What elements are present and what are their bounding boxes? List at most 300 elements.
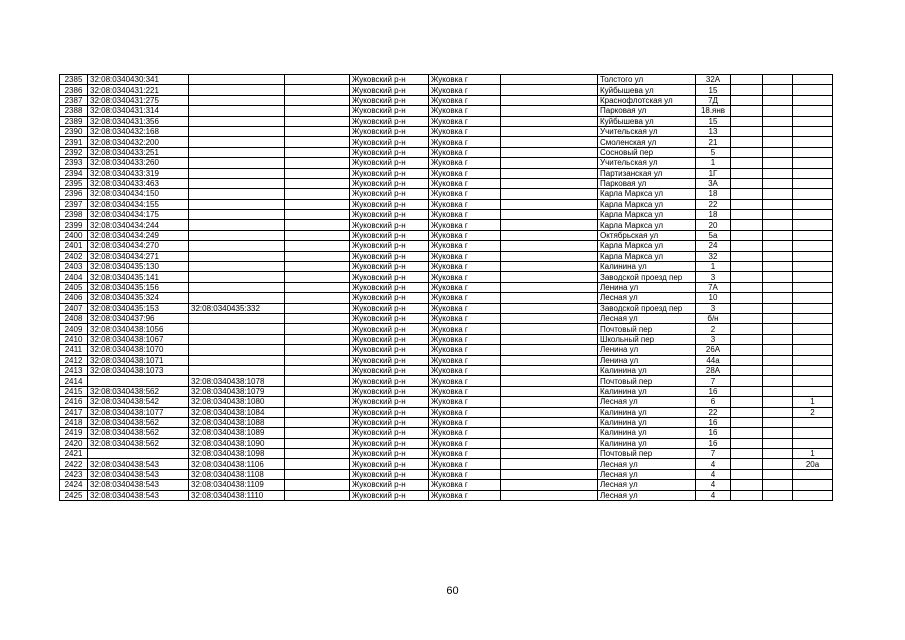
cell-row-number: 2412 [60,355,88,365]
cell-linked-cadastral-number [189,293,285,303]
cell-empty-col-11 [763,168,793,178]
cell-empty-col-10 [731,386,763,396]
cell-row-number: 2406 [60,293,88,303]
cell-empty-col-11 [763,199,793,209]
cell-extra [793,313,833,323]
cell-street: Карла Маркса ул [598,251,696,261]
cell-empty-col-11 [763,293,793,303]
cell-empty-col-11 [763,324,793,334]
cell-empty-col-4 [285,282,350,292]
cell-empty-col-4 [285,469,350,479]
cell-empty-col-7 [501,106,598,116]
cell-empty-col-10 [731,417,763,427]
cell-empty-col-7 [501,324,598,334]
cell-extra: 2 [793,407,833,417]
cell-empty-col-11 [763,95,793,105]
cell-empty-col-10 [731,220,763,230]
cell-settlement: Жуковка г [429,324,501,334]
cell-extra [793,116,833,126]
cell-cadastral-number: 32:08:0340435:153 [88,303,189,313]
cell-settlement: Жуковка г [429,345,501,355]
cell-street: Парковая ул [598,106,696,116]
cell-empty-col-4 [285,365,350,375]
cell-cadastral-number: 32:08:0340438:543 [88,490,189,500]
cell-street: Лесная ул [598,313,696,323]
cell-district: Жуковский р-н [350,126,429,136]
cell-house-number: 7А [696,282,731,292]
cell-linked-cadastral-number [189,241,285,251]
cell-row-number: 2411 [60,345,88,355]
cell-extra [793,345,833,355]
cell-empty-col-7 [501,282,598,292]
cell-row-number: 2423 [60,469,88,479]
cell-empty-col-11 [763,106,793,116]
cell-street: Почтовый пер [598,324,696,334]
cell-linked-cadastral-number: 32:08:0340438:1090 [189,438,285,448]
cell-cadastral-number: 32:08:0340433:463 [88,178,189,188]
cell-street: Краснофлотская ул [598,95,696,105]
cell-district: Жуковский р-н [350,293,429,303]
cell-empty-col-10 [731,137,763,147]
cell-district: Жуковский р-н [350,449,429,459]
cell-empty-col-7 [501,355,598,365]
cell-extra [793,324,833,334]
cell-empty-col-7 [501,407,598,417]
cell-district: Жуковский р-н [350,147,429,157]
cell-empty-col-10 [731,334,763,344]
cell-empty-col-10 [731,116,763,126]
cell-empty-col-7 [501,438,598,448]
cell-empty-col-10 [731,365,763,375]
cell-street: Октябрьская ул [598,230,696,240]
table-row [60,210,833,220]
cell-linked-cadastral-number: 32:08:0340438:1110 [189,490,285,500]
cell-linked-cadastral-number: 32:08:0340438:1106 [189,459,285,469]
cell-empty-col-10 [731,355,763,365]
cell-settlement: Жуковка г [429,158,501,168]
cell-empty-col-4 [285,345,350,355]
cell-empty-col-11 [763,85,793,95]
table-row [60,407,833,417]
cell-cadastral-number: 32:08:0340438:562 [88,438,189,448]
cell-district: Жуковский р-н [350,480,429,490]
table-row [60,428,833,438]
cell-house-number: 5 [696,147,731,157]
cell-cadastral-number: 32:08:0340438:543 [88,480,189,490]
cell-district: Жуковский р-н [350,282,429,292]
cell-empty-col-11 [763,272,793,282]
page-number: 60 [446,585,459,597]
cell-district: Жуковский р-н [350,178,429,188]
cell-settlement: Жуковка г [429,262,501,272]
cell-district: Жуковский р-н [350,116,429,126]
cell-house-number: 15 [696,116,731,126]
cell-settlement: Жуковка г [429,438,501,448]
table-row [60,147,833,157]
cell-street: Карла Маркса ул [598,220,696,230]
cell-empty-col-7 [501,220,598,230]
cell-empty-col-7 [501,199,598,209]
cell-district: Жуковский р-н [350,272,429,282]
cell-extra [793,293,833,303]
cell-empty-col-7 [501,397,598,407]
cell-empty-col-10 [731,345,763,355]
table-body [60,75,833,501]
table-row [60,459,833,469]
cell-cadastral-number: 32:08:0340438:1071 [88,355,189,365]
cell-district: Жуковский р-н [350,137,429,147]
cell-empty-col-11 [763,345,793,355]
cell-linked-cadastral-number [189,116,285,126]
cell-street: Ленина ул [598,345,696,355]
table-row [60,168,833,178]
cell-street: Заводской проезд пер [598,303,696,313]
cell-row-number: 2400 [60,230,88,240]
cell-extra [793,480,833,490]
cell-row-number: 2414 [60,376,88,386]
cell-cadastral-number [88,376,189,386]
cell-linked-cadastral-number [189,85,285,95]
cell-linked-cadastral-number [189,199,285,209]
cell-cadastral-number: 32:08:0340434:175 [88,210,189,220]
cell-linked-cadastral-number [189,313,285,323]
cell-extra [793,85,833,95]
cell-settlement: Жуковка г [429,417,501,427]
cell-empty-col-4 [285,386,350,396]
cell-extra [793,199,833,209]
cell-empty-col-11 [763,365,793,375]
cell-empty-col-4 [285,168,350,178]
cell-empty-col-10 [731,313,763,323]
cell-empty-col-7 [501,365,598,375]
cell-empty-col-10 [731,438,763,448]
cell-extra: 1 [793,449,833,459]
cell-street: Партизанская ул [598,168,696,178]
cell-house-number: 7 [696,449,731,459]
table-row [60,480,833,490]
cell-extra [793,106,833,116]
cell-settlement: Жуковка г [429,116,501,126]
cell-district: Жуковский р-н [350,324,429,334]
cell-cadastral-number: 32:08:0340433:260 [88,158,189,168]
cell-cadastral-number: 32:08:0340430:341 [88,75,189,85]
cell-empty-col-11 [763,334,793,344]
cell-settlement: Жуковка г [429,230,501,240]
cell-empty-col-7 [501,95,598,105]
cell-empty-col-7 [501,158,598,168]
cell-street: Карла Маркса ул [598,241,696,251]
cell-district: Жуковский р-н [350,417,429,427]
cell-street: Лесная ул [598,293,696,303]
cell-empty-col-4 [285,116,350,126]
cell-empty-col-4 [285,376,350,386]
cell-empty-col-11 [763,262,793,272]
cell-linked-cadastral-number [189,75,285,85]
cell-house-number: 4 [696,490,731,500]
cell-settlement: Жуковка г [429,106,501,116]
cell-street: Лесная ул [598,490,696,500]
cell-district: Жуковский р-н [350,355,429,365]
cell-row-number: 2393 [60,158,88,168]
cell-empty-col-7 [501,116,598,126]
cell-row-number: 2388 [60,106,88,116]
cell-street: Почтовый пер [598,449,696,459]
cell-extra: 1 [793,397,833,407]
table-row [60,449,833,459]
cell-empty-col-11 [763,428,793,438]
cell-house-number: б/н [696,313,731,323]
cell-district: Жуковский р-н [350,85,429,95]
cell-settlement: Жуковка г [429,241,501,251]
table-row [60,469,833,479]
cell-house-number: 16 [696,386,731,396]
cell-empty-col-10 [731,178,763,188]
cell-extra [793,262,833,272]
cell-empty-col-11 [763,220,793,230]
cell-row-number: 2391 [60,137,88,147]
table-row [60,230,833,240]
cell-row-number: 2387 [60,95,88,105]
cell-extra [793,241,833,251]
cell-empty-col-11 [763,241,793,251]
cell-empty-col-11 [763,386,793,396]
cell-empty-col-10 [731,85,763,95]
cell-empty-col-4 [285,158,350,168]
cell-cadastral-number: 32:08:0340434:150 [88,189,189,199]
cell-empty-col-11 [763,178,793,188]
cell-cadastral-number: 32:08:0340434:271 [88,251,189,261]
cell-empty-col-10 [731,189,763,199]
cell-empty-col-4 [285,438,350,448]
cell-settlement: Жуковка г [429,490,501,500]
cell-empty-col-4 [285,449,350,459]
cell-house-number: 3 [696,334,731,344]
table-row [60,95,833,105]
cell-row-number: 2422 [60,459,88,469]
cell-extra [793,272,833,282]
cell-house-number: 1 [696,262,731,272]
cell-extra [793,251,833,261]
cell-district: Жуковский р-н [350,490,429,500]
cell-street: Смоленская ул [598,137,696,147]
table-row [60,334,833,344]
table-row [60,126,833,136]
cell-empty-col-11 [763,449,793,459]
cell-empty-col-11 [763,147,793,157]
cell-house-number: 2 [696,324,731,334]
cell-row-number: 2403 [60,262,88,272]
cell-empty-col-4 [285,334,350,344]
cell-settlement: Жуковка г [429,407,501,417]
cell-empty-col-7 [501,147,598,157]
cell-street: Лесная ул [598,469,696,479]
cell-settlement: Жуковка г [429,480,501,490]
cell-settlement: Жуковка г [429,397,501,407]
cell-empty-col-11 [763,75,793,85]
cell-settlement: Жуковка г [429,428,501,438]
cell-row-number: 2399 [60,220,88,230]
cell-house-number: 44а [696,355,731,365]
cell-empty-col-4 [285,230,350,240]
cell-empty-col-10 [731,293,763,303]
cell-empty-col-4 [285,262,350,272]
cell-district: Жуковский р-н [350,469,429,479]
cell-empty-col-11 [763,251,793,261]
cell-row-number: 2409 [60,324,88,334]
cell-house-number: 18.янв [696,106,731,116]
cell-street: Парковая ул [598,178,696,188]
cell-linked-cadastral-number: 32:08:0340438:1084 [189,407,285,417]
cell-empty-col-4 [285,459,350,469]
cell-empty-col-11 [763,469,793,479]
cell-cadastral-number: 32:08:0340435:324 [88,293,189,303]
cell-empty-col-4 [285,75,350,85]
cell-empty-col-10 [731,75,763,85]
cell-linked-cadastral-number [189,189,285,199]
cell-extra [793,355,833,365]
cell-linked-cadastral-number [189,355,285,365]
cell-district: Жуковский р-н [350,251,429,261]
cell-empty-col-7 [501,334,598,344]
cell-settlement: Жуковка г [429,178,501,188]
cell-empty-col-7 [501,376,598,386]
cell-extra: 20а [793,459,833,469]
cell-empty-col-7 [501,251,598,261]
address-registry-table [59,74,833,501]
cell-empty-col-7 [501,480,598,490]
cell-empty-col-4 [285,178,350,188]
cell-linked-cadastral-number: 32:08:0340438:1088 [189,417,285,427]
cell-cadastral-number: 32:08:0340434:270 [88,241,189,251]
cell-empty-col-7 [501,417,598,427]
cell-empty-col-10 [731,168,763,178]
cell-cadastral-number: 32:08:0340434:155 [88,199,189,209]
cell-empty-col-4 [285,126,350,136]
cell-street: Калинина ул [598,428,696,438]
cell-extra [793,137,833,147]
table-row [60,272,833,282]
cell-district: Жуковский р-н [350,230,429,240]
cell-empty-col-10 [731,449,763,459]
cell-empty-col-10 [731,459,763,469]
cell-cadastral-number: 32:08:0340438:543 [88,459,189,469]
cell-district: Жуковский р-н [350,220,429,230]
cell-row-number: 2404 [60,272,88,282]
cell-empty-col-7 [501,126,598,136]
table-row [60,106,833,116]
cell-empty-col-11 [763,158,793,168]
cell-street: Карла Маркса ул [598,189,696,199]
cell-settlement: Жуковка г [429,272,501,282]
cell-house-number: 5а [696,230,731,240]
cell-row-number: 2419 [60,428,88,438]
cell-empty-col-7 [501,189,598,199]
cell-empty-col-7 [501,490,598,500]
cell-linked-cadastral-number: 32:08:0340438:1108 [189,469,285,479]
cell-house-number: 22 [696,407,731,417]
cell-linked-cadastral-number [189,210,285,220]
cell-linked-cadastral-number [189,178,285,188]
cell-house-number: 32А [696,75,731,85]
cell-extra [793,282,833,292]
cell-district: Жуковский р-н [350,386,429,396]
cell-house-number: 4 [696,469,731,479]
cell-empty-col-11 [763,282,793,292]
cell-empty-col-11 [763,313,793,323]
cell-empty-col-11 [763,355,793,365]
cell-empty-col-10 [731,469,763,479]
cell-house-number: 26А [696,345,731,355]
cell-empty-col-11 [763,189,793,199]
cell-street: Учительская ул [598,158,696,168]
cell-empty-col-4 [285,407,350,417]
cell-cadastral-number: 32:08:0340438:1070 [88,345,189,355]
cell-row-number: 2389 [60,116,88,126]
cell-extra [793,230,833,240]
cell-empty-col-10 [731,397,763,407]
cell-linked-cadastral-number [189,334,285,344]
cell-settlement: Жуковка г [429,334,501,344]
cell-cadastral-number: 32:08:0340431:275 [88,95,189,105]
cell-district: Жуковский р-н [350,407,429,417]
cell-district: Жуковский р-н [350,199,429,209]
cell-empty-col-7 [501,75,598,85]
cell-house-number: 3 [696,272,731,282]
cell-linked-cadastral-number [189,158,285,168]
cell-street: Карла Маркса ул [598,199,696,209]
cell-row-number: 2401 [60,241,88,251]
cell-empty-col-4 [285,480,350,490]
cell-extra [793,158,833,168]
cell-settlement: Жуковка г [429,137,501,147]
cell-district: Жуковский р-н [350,241,429,251]
cell-empty-col-4 [285,189,350,199]
cell-cadastral-number: 32:08:0340433:319 [88,168,189,178]
cell-empty-col-7 [501,459,598,469]
cell-settlement: Жуковка г [429,303,501,313]
cell-house-number: 6 [696,397,731,407]
cell-empty-col-11 [763,116,793,126]
cell-empty-col-4 [285,95,350,105]
cell-row-number: 2415 [60,386,88,396]
table-row [60,386,833,396]
cell-empty-col-7 [501,230,598,240]
cell-empty-col-4 [285,137,350,147]
cell-linked-cadastral-number [189,126,285,136]
cell-settlement: Жуковка г [429,449,501,459]
cell-row-number: 2395 [60,178,88,188]
cell-street: Калинина ул [598,262,696,272]
cell-empty-col-7 [501,449,598,459]
cell-settlement: Жуковка г [429,293,501,303]
table-row [60,189,833,199]
cell-district: Жуковский р-н [350,210,429,220]
cell-district: Жуковский р-н [350,262,429,272]
cell-empty-col-7 [501,168,598,178]
cell-empty-col-4 [285,251,350,261]
cell-empty-col-4 [285,241,350,251]
cell-empty-col-4 [285,220,350,230]
cell-settlement: Жуковка г [429,376,501,386]
cell-row-number: 2397 [60,199,88,209]
cell-settlement: Жуковка г [429,210,501,220]
table-row [60,241,833,251]
cell-row-number: 2421 [60,449,88,459]
cell-empty-col-11 [763,376,793,386]
cell-row-number: 2417 [60,407,88,417]
cell-linked-cadastral-number [189,282,285,292]
cell-settlement: Жуковка г [429,189,501,199]
